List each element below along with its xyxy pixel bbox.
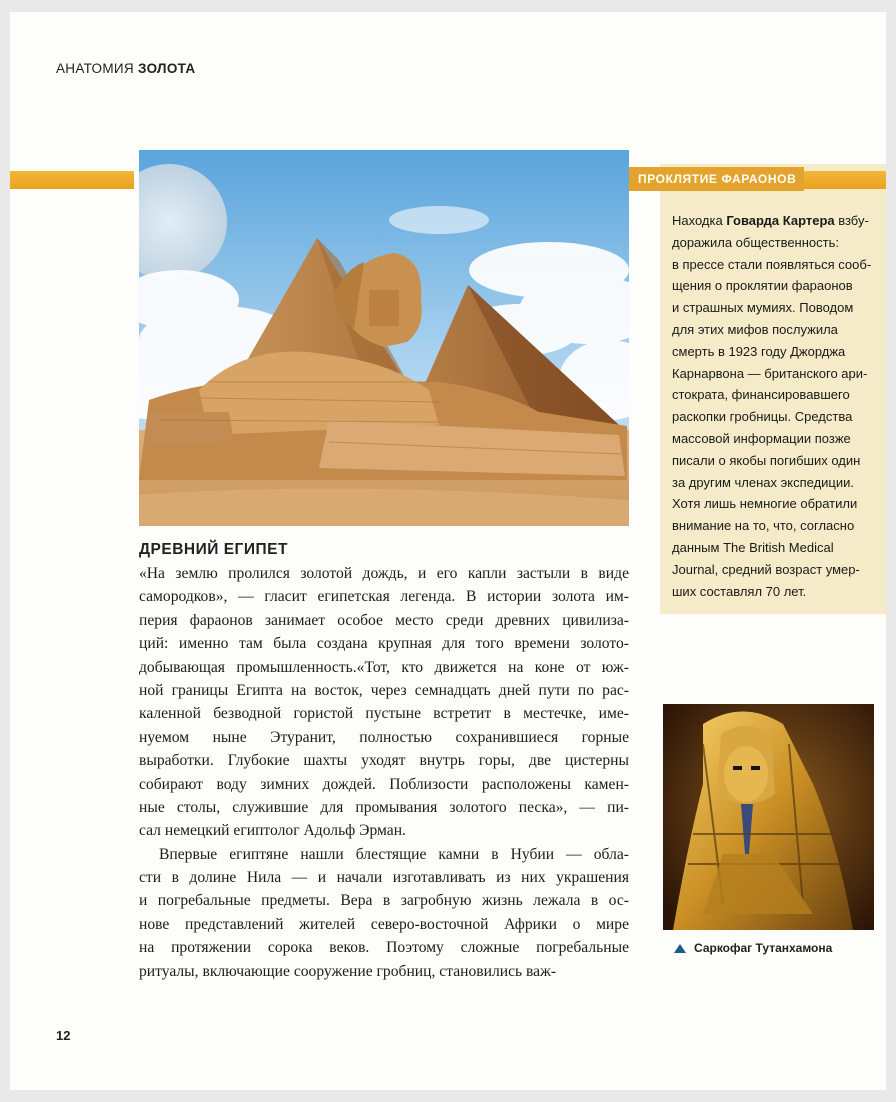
sidebar-line <box>672 472 872 494</box>
sidebar-text-part: ших составлял 70 лет. <box>672 583 807 599</box>
caption-text: Саркофаг Тутанхамона <box>694 941 833 955</box>
body-line: ций: именно там была создана крупная для того времени золото- <box>139 635 629 653</box>
gold-accent-bar-left <box>10 171 134 189</box>
body-line: ной границы Египта на восток, через семнадцать дней пути по рас- <box>139 681 629 699</box>
sidebar-text-part: внимание на то, что, согласно <box>672 518 855 534</box>
sidebar-text <box>672 210 872 602</box>
body-line: добывающая промышленность.«Тот, кто движется на коне от юж- <box>139 658 629 676</box>
sidebar-text-part: за другим членах экспедиции. <box>672 474 855 490</box>
sidebar-text-part: доражила общественность: <box>672 234 839 250</box>
sidebar-line <box>672 384 872 406</box>
sidebar-line <box>672 450 872 472</box>
sidebar-line <box>672 319 872 341</box>
sidebar-text-part: раскопки гробницы. Средства <box>672 409 853 425</box>
page <box>10 12 886 1090</box>
sidebar-text-part: для этих мифов послужила <box>672 321 838 337</box>
header-bold: ЗОЛОТА <box>138 61 196 76</box>
body-line: нуемом ныне Этуранит, полностью сохранившиеся горные <box>139 728 629 746</box>
triangle-icon <box>674 944 686 953</box>
running-header <box>56 61 195 76</box>
body-line: и погребальные предметы. Вера в загробную жизнь лежала в ос- <box>139 892 629 910</box>
sidebar-text-part: массовой информации позже <box>672 430 851 446</box>
body-line: выработки. Глубокие шахты уходят внутрь горы, две цистерны <box>139 752 629 770</box>
sidebar-line <box>672 428 872 450</box>
sidebar-line <box>672 232 872 254</box>
sidebar-text-part: стократа, финансировавшего <box>672 387 850 403</box>
body-line: собирают воду зимних дождей. Поблизости расположены камен- <box>139 775 629 793</box>
sidebar-line <box>672 581 872 603</box>
sidebar-text-part: щения о проклятии фараонов <box>672 278 853 294</box>
pyramids-sphinx-photo <box>139 150 629 526</box>
sidebar-title: ПРОКЛЯТИЕ ФАРАОНОВ <box>628 167 804 191</box>
sidebar-text-part: и страшных мумиях. Поводом <box>672 300 854 316</box>
body-line: перия фараонов занимает особое место среди древних цивилиза- <box>139 611 629 629</box>
sidebar-line <box>672 537 872 559</box>
sidebar-line <box>672 254 872 276</box>
tutankhamun-sarcophagus-photo <box>663 704 874 930</box>
body-line: Впервые египтяне нашли блестящие камни в Нубии — обла- <box>159 845 629 863</box>
sidebar-line <box>672 559 872 581</box>
sidebar-text-part: в прессе стали появляться сооб- <box>672 256 872 272</box>
sidebar-line <box>672 297 872 319</box>
sidebar-line <box>672 493 872 515</box>
body-line: на протяжении сорока веков. Поэтому сложные погребальные <box>139 939 629 957</box>
sidebar-text-part: писали о якобы погибших один <box>672 452 861 468</box>
body-line: сти в долине Нила — и начали изготавливать из них украшения <box>139 869 629 887</box>
sidebar-text-part: данным The British Medical <box>672 539 834 555</box>
body-line: ритуалы, включающие сооружение гробниц, становились важ- <box>139 962 557 980</box>
sidebar-line <box>672 341 872 363</box>
body-text <box>139 562 629 983</box>
section-title: ДРЕВНИЙ ЕГИПЕТ <box>139 541 288 558</box>
sidebar-line <box>672 275 872 297</box>
body-line: каленной безводной гористой пустыне встретит в местечке, име- <box>139 705 629 723</box>
header-prefix: АНАТОМИЯ <box>56 61 134 76</box>
sidebar-text-part: Карнарвона — британского ари- <box>672 365 868 381</box>
sidebar-text-part: взбу- <box>834 213 869 228</box>
sidebar-line <box>672 406 872 428</box>
sidebar-text-part: Находка <box>672 213 727 228</box>
body-line: «На землю пролился золотой дождь, и его капли застыли в виде <box>139 565 629 582</box>
sidebar-text-part: смерть в 1923 году Джорджа <box>672 343 846 359</box>
sidebar-line <box>672 515 872 537</box>
sidebar-line <box>672 363 872 385</box>
photo-caption <box>674 941 832 955</box>
sidebar-text-part: Хотя лишь немногие обратили <box>672 496 858 512</box>
body-line: самородков», — гласит египетская легенда. В истории золота им- <box>139 588 629 606</box>
body-line: нове представлений жителей северо-восточной Африки о мире <box>139 915 629 933</box>
body-line: сал немецкий египтолог Адольф Эрман. <box>139 822 406 840</box>
body-line: ные столы, служившие для промывания золотого песка», — пи- <box>139 798 629 816</box>
page-number: 12 <box>56 1028 71 1043</box>
sidebar-emphasis: Говарда Картера <box>726 213 835 228</box>
sidebar-text-part: Journal, средний возраст умер- <box>672 561 860 577</box>
sidebar-line <box>672 210 872 232</box>
